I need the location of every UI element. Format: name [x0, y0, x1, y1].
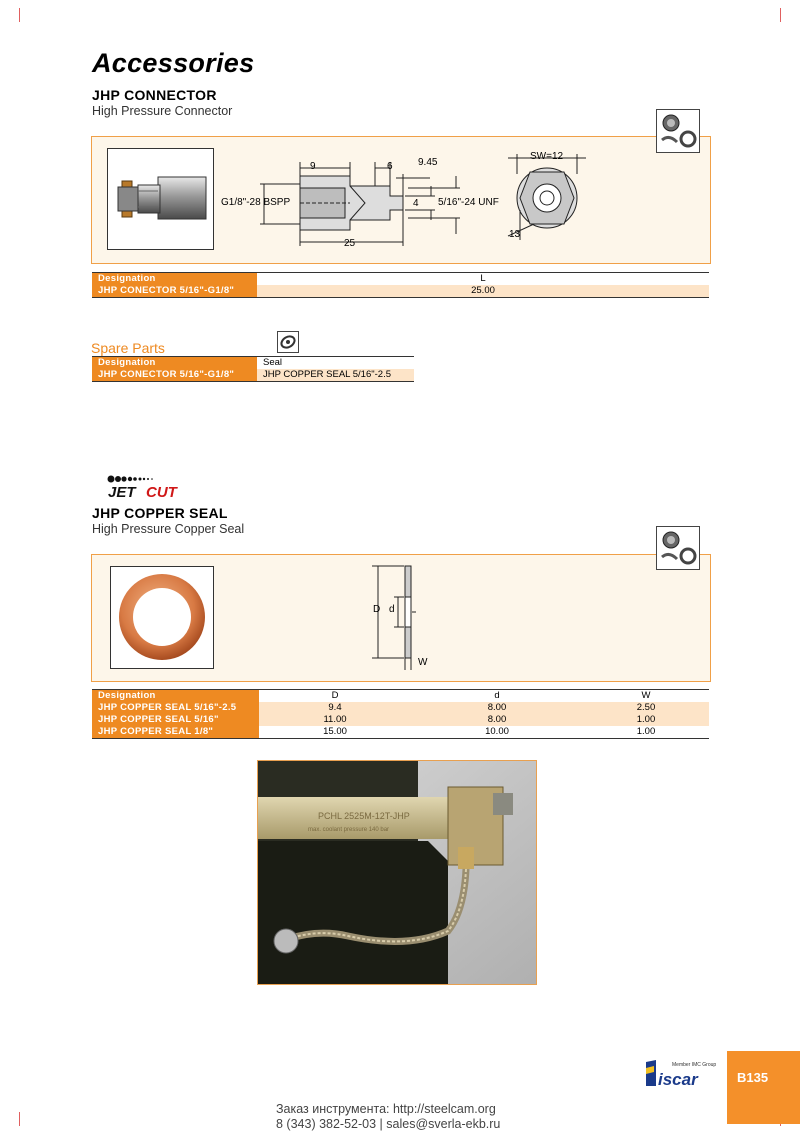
row-designation: JHP COPPER SEAL 5/16" — [92, 714, 259, 726]
seal-drawing — [360, 562, 440, 672]
table-row — [92, 285, 709, 298]
footer-contacts[interactable]: 8 (343) 382-52-03 | sales@sverla-ekb.ru — [276, 1117, 501, 1131]
row-designation: JHP CONECTOR 5/16"-G1/8" — [92, 369, 257, 382]
dim-25: 25 — [344, 238, 356, 249]
svg-text:CUT: CUT — [146, 484, 177, 498]
row-D: 11.00 — [259, 714, 411, 726]
table-header-row — [92, 357, 414, 370]
header-designation: Designation — [92, 273, 257, 286]
thread-left-label: G1/8"-28 BSPP — [221, 197, 291, 208]
header-D: D — [259, 690, 411, 703]
table-header-row — [92, 273, 709, 286]
seal-title: JHP COPPER SEAL — [92, 505, 228, 521]
table-header-row — [92, 690, 709, 703]
footer — [276, 1102, 500, 1132]
connector-table — [92, 272, 709, 298]
copper-seal-photo — [110, 566, 214, 669]
header-W: W — [583, 690, 709, 703]
row-d: 8.00 — [411, 702, 583, 714]
connector-subtitle: High Pressure Connector — [92, 104, 233, 118]
row-W: 2.50 — [583, 702, 709, 714]
tool-holder-thumbnail — [656, 109, 700, 153]
crop-mark — [780, 8, 781, 22]
table-row — [92, 702, 709, 714]
table-row — [92, 369, 414, 382]
thread-right-label: 5/16"-24 UNF — [438, 197, 499, 208]
seal-table — [92, 689, 709, 739]
crop-mark — [19, 1112, 20, 1126]
page-number: B135 — [737, 1070, 769, 1085]
tool-holder-thumbnail — [656, 526, 700, 570]
iscar-wordmark: iscar — [658, 1070, 698, 1089]
application-photo — [257, 760, 537, 985]
footer-order-link[interactable]: Заказ инструмента: http://steelcam.org — [276, 1102, 496, 1116]
dim-6: 6 — [387, 161, 393, 172]
seal-icon — [277, 331, 299, 353]
spare-parts-title: Spare Parts — [91, 340, 165, 356]
header-designation: Designation — [92, 357, 257, 370]
page-title: Accessories — [92, 48, 255, 78]
header-l: L — [257, 273, 709, 286]
row-seal: JHP COPPER SEAL 5/16"-2.5 — [257, 369, 414, 382]
header-designation: Designation — [92, 690, 259, 703]
row-l: 25.00 — [257, 285, 709, 298]
dim-W: W — [418, 657, 428, 668]
row-d: 8.00 — [411, 714, 583, 726]
member-group-text: Member IMC Group — [672, 1062, 717, 1068]
dim-sw: SW=12 — [530, 151, 564, 162]
dim-9: 9 — [310, 161, 316, 172]
header-seal: Seal — [257, 357, 414, 370]
row-D: 15.00 — [259, 726, 411, 739]
row-D: 9.4 — [259, 702, 411, 714]
row-designation: JHP CONECTOR 5/16"-G1/8" — [92, 285, 257, 298]
svg-text:JET: JET — [108, 484, 136, 498]
crop-mark — [19, 8, 20, 22]
photo-text-model: PCHL 2525M-12T-JHP — [318, 811, 410, 821]
spare-parts-table — [92, 356, 414, 382]
header-d: d — [411, 690, 583, 703]
row-W: 1.00 — [583, 714, 709, 726]
jetcut-logo — [106, 474, 218, 498]
dim-d: d — [389, 604, 395, 615]
row-W: 1.00 — [583, 726, 709, 739]
seal-subtitle: High Pressure Copper Seal — [92, 522, 245, 536]
row-designation: JHP COPPER SEAL 1/8" — [92, 726, 259, 739]
dim-4: 4 — [413, 198, 419, 209]
table-row — [92, 726, 709, 739]
connector-title: JHP CONNECTOR — [92, 87, 217, 103]
dim-D: D — [373, 604, 381, 615]
iscar-logo — [646, 1060, 724, 1090]
row-d: 10.00 — [411, 726, 583, 739]
photo-text-pressure: max. coolant pressure 140 bar — [308, 827, 390, 833]
page-number-tab — [727, 1051, 800, 1124]
dim-9-45: 9.45 — [418, 157, 438, 168]
dim-13: 13 — [509, 229, 521, 240]
table-row — [92, 714, 709, 726]
row-designation: JHP COPPER SEAL 5/16"-2.5 — [92, 702, 259, 714]
